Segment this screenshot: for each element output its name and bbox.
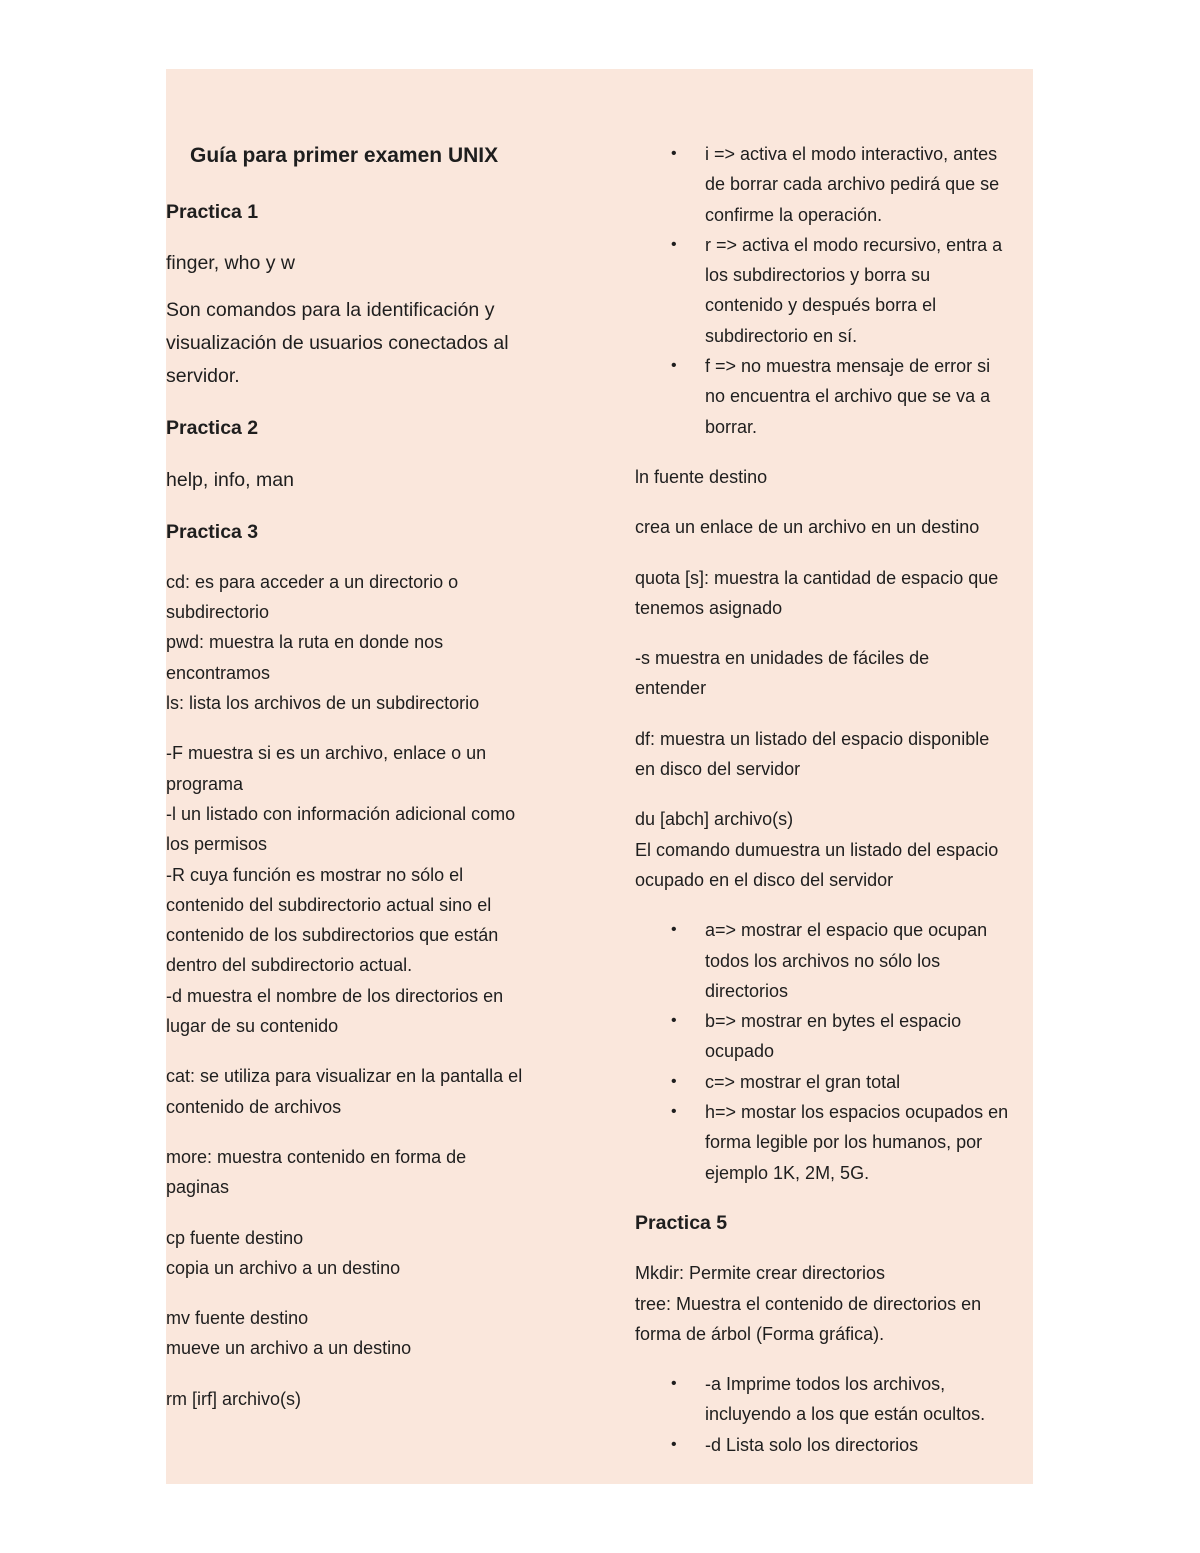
text-line: servidor.: [166, 365, 240, 388]
practica-5-description: [635, 1258, 1033, 1349]
text-line: paginas: [166, 1177, 230, 1198]
practica-1-heading: Practica 1: [166, 201, 259, 223]
text-line: forma de árbol (Forma gráfica).: [635, 1323, 885, 1344]
bullet-icon: •: [671, 1072, 677, 1090]
text-line: dentro del subdirectorio actual.: [166, 955, 413, 976]
text-line: subdirectorio: [166, 602, 270, 623]
text-line: subdirectorio en sí.: [705, 325, 858, 346]
text-line: cp fuente destino: [166, 1227, 304, 1248]
ls-options: [166, 738, 566, 1041]
du-description: [635, 804, 1033, 895]
text-line: lugar de su contenido: [166, 1016, 339, 1037]
text-line: c=> mostrar el gran total: [705, 1071, 901, 1092]
text-line: tree: Muestra el contenido de directorios en: [635, 1293, 982, 1314]
bullet-icon: •: [671, 1103, 677, 1121]
bullet-icon: •: [671, 1375, 677, 1393]
text-line: encontramos: [166, 662, 271, 683]
list-item: [635, 915, 1033, 1006]
list-item: [635, 1430, 1033, 1460]
tree-options-list: [635, 1369, 1033, 1460]
bullet-icon: •: [671, 235, 677, 253]
list-item: [635, 351, 1033, 442]
list-item: [635, 230, 1033, 351]
text-line: cat: se utiliza para visualizar en la pantalla el: [166, 1066, 523, 1087]
practica-5-heading: Practica 5: [635, 1211, 728, 1234]
df-description: [635, 724, 1033, 785]
text-line: de borrar cada archivo pedirá que se: [705, 174, 1000, 195]
bullet-icon: •: [671, 1435, 677, 1453]
text-line: quota [s]: muestra la cantidad de espacio que: [635, 567, 999, 588]
text-line: los subdirectorios y borra su: [705, 265, 931, 286]
text-line: borrar.: [705, 416, 758, 437]
document-title: Guía para primer examen UNIX: [190, 144, 499, 167]
text-line: forma legible por los humanos, por: [705, 1132, 983, 1153]
text-line: r => activa el modo recursivo, entra a: [705, 234, 1003, 255]
bullet-icon: •: [671, 145, 677, 162]
text-line: Mkdir: Permite crear directorios: [635, 1263, 886, 1284]
text-line: contenido del subdirectorio actual sino el: [166, 894, 492, 915]
rm-options-list: [635, 139, 1033, 442]
rm-command: rm [irf] archivo(s): [166, 1388, 301, 1409]
text-line: incluyendo a los que están ocultos.: [705, 1404, 986, 1425]
text-line: -d Lista solo los directorios: [705, 1434, 919, 1455]
text-line: entender: [635, 678, 707, 699]
practica-1-description: [166, 294, 566, 393]
list-item: [635, 1006, 1033, 1067]
text-line: du [abch] archivo(s): [635, 809, 794, 830]
cp-description: [166, 1223, 566, 1284]
text-line: f => no muestra mensaje de error si: [705, 356, 991, 377]
text-line: -d muestra el nombre de los directorios en: [166, 985, 504, 1006]
mv-description: [166, 1303, 566, 1364]
list-item: [635, 1067, 1033, 1097]
bullet-icon: •: [671, 357, 677, 375]
quota-description: [635, 563, 1033, 624]
text-line: contenido de archivos: [166, 1096, 342, 1117]
text-line: todos los archivos no sólo los: [705, 950, 941, 971]
text-line: h=> mostar los espacios ocupados en: [705, 1102, 1009, 1123]
text-line: Son comandos para la identificación y: [166, 299, 495, 322]
text-line: ls: lista los archivos de un subdirectorio: [166, 693, 480, 714]
list-item: [635, 139, 1033, 230]
text-line: i => activa el modo interactivo, antes: [705, 144, 998, 164]
text-line: tenemos asignado: [635, 597, 783, 618]
list-item: [635, 1369, 1033, 1430]
list-item: [635, 1097, 1033, 1188]
text-line: -F muestra si es un archivo, enlace o un: [166, 743, 487, 764]
du-options-list: [635, 915, 1033, 1188]
text-line: los permisos: [166, 834, 268, 855]
text-line: no encuentra el archivo que se va a: [705, 386, 991, 407]
left-column: [166, 197, 566, 1414]
text-line: contenido y después borra el: [705, 295, 937, 316]
quota-s-description: [635, 643, 1033, 704]
text-line: more: muestra contenido en forma de: [166, 1146, 467, 1167]
text-line: visualización de usuarios conectados al: [166, 332, 509, 355]
text-line: El comando dumuestra un listado del espacio: [635, 839, 999, 860]
practica-1-commands: finger, who y w: [166, 252, 295, 275]
ln-command: ln fuente destino: [635, 466, 768, 487]
text-line: -a Imprime todos los archivos,: [705, 1374, 946, 1395]
text-line: mueve un archivo a un destino: [166, 1338, 412, 1359]
text-line: cd: es para acceder a un directorio o: [166, 571, 459, 592]
right-column: [635, 139, 1033, 1460]
practica-2-commands: help, info, man: [166, 468, 294, 491]
text-line: ocupado: [705, 1041, 775, 1062]
text-line: pwd: muestra la ruta en donde nos: [166, 632, 444, 653]
text-line: contenido de los subdirectorios que están: [166, 925, 499, 946]
text-line: en disco del servidor: [635, 759, 801, 780]
text-line: -R cuya función es mostrar no sólo el: [166, 864, 464, 885]
text-line: copia un archivo a un destino: [166, 1257, 401, 1278]
text-line: b=> mostrar en bytes el espacio: [705, 1011, 962, 1032]
text-line: mv fuente destino: [166, 1308, 309, 1329]
text-line: programa: [166, 773, 244, 794]
text-line: df: muestra un listado del espacio disponible: [635, 728, 990, 749]
bullet-icon: •: [671, 1012, 677, 1030]
text-line: directorios: [705, 980, 789, 1001]
text-line: confirme la operación.: [705, 204, 883, 225]
text-line: -l un listado con información adicional como: [166, 803, 516, 824]
text-line: a=> mostrar el espacio que ocupan: [705, 920, 988, 941]
practica-3-heading: Practica 3: [166, 520, 259, 543]
practica-3-nav-commands: [166, 567, 566, 718]
more-description: [166, 1142, 566, 1203]
bullet-icon: •: [671, 921, 677, 939]
text-line: ocupado en el disco del servidor: [635, 869, 894, 890]
ln-description: crea un enlace de un archivo en un destino: [635, 517, 980, 538]
practica-2-heading: Practica 2: [166, 417, 259, 440]
text-line: ejemplo 1K, 2M, 5G.: [705, 1162, 870, 1183]
document-page: [166, 69, 1033, 1484]
text-line: -s muestra en unidades de fáciles de: [635, 648, 930, 669]
cat-description: [166, 1061, 566, 1122]
